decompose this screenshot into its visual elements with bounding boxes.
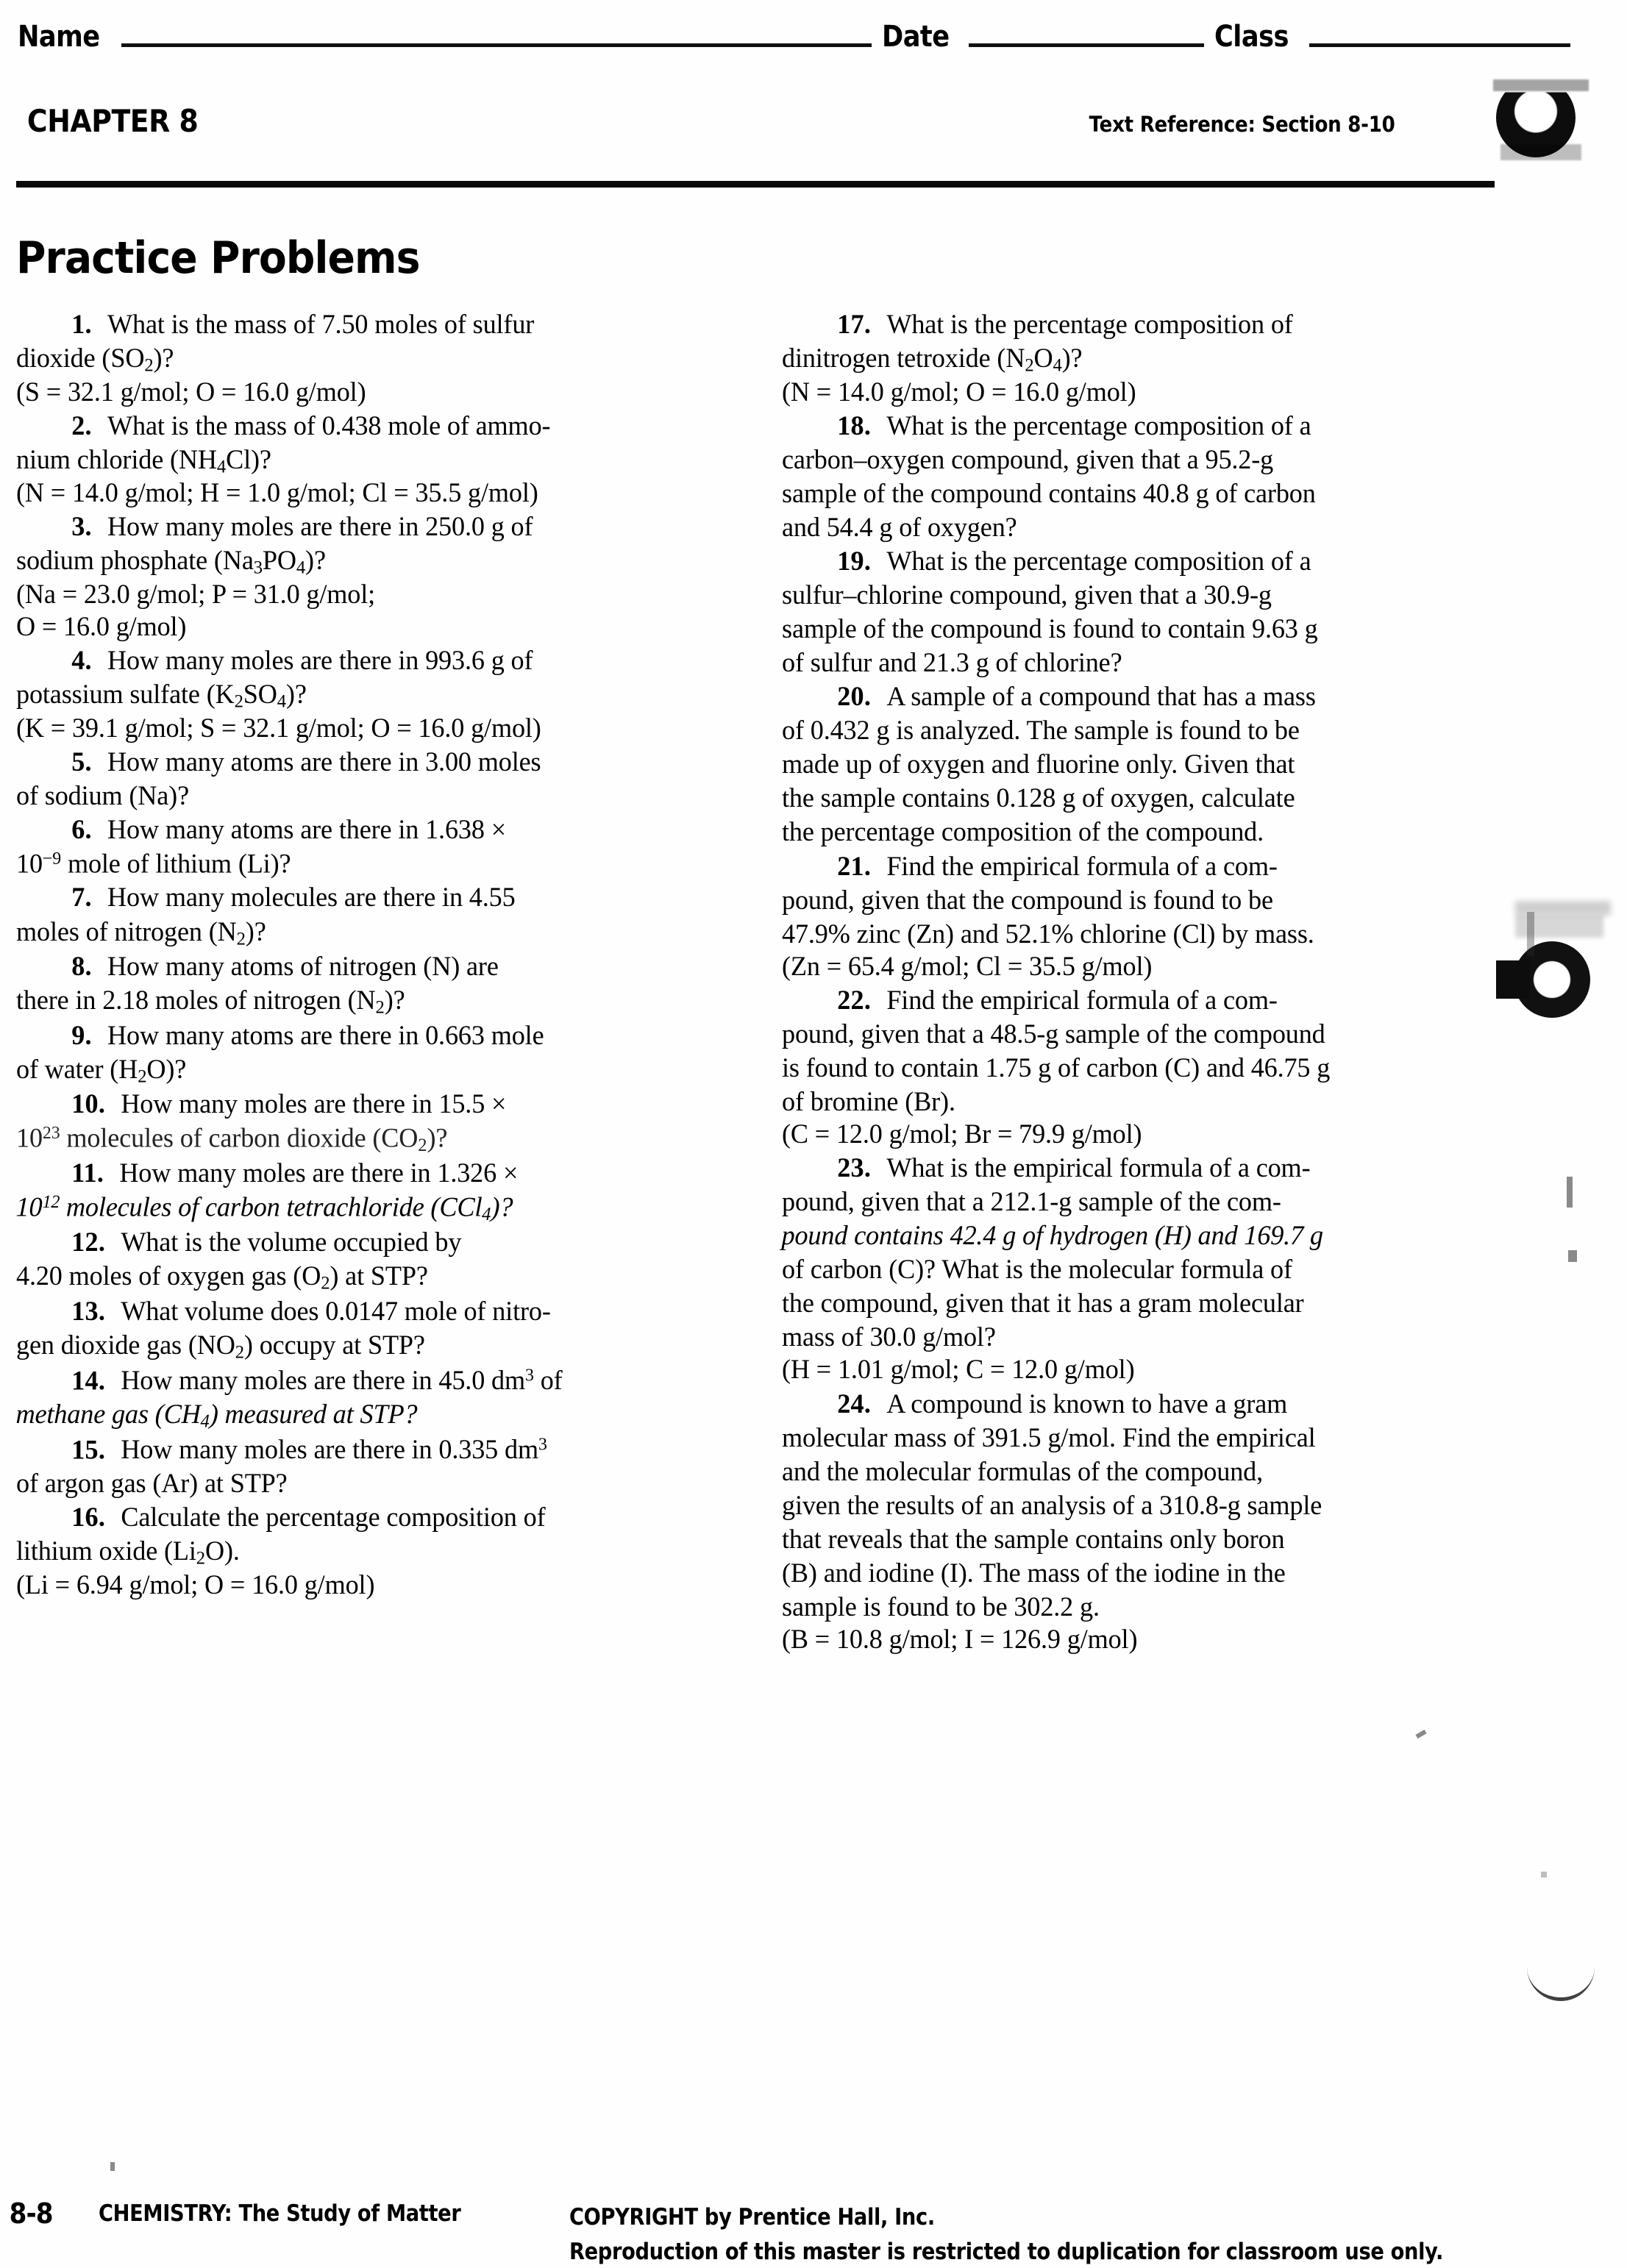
- problem-body: How many molecules are there in 4.55: [107, 882, 516, 913]
- header-divider: [16, 181, 1495, 188]
- problem-text-line: of water $(H_2O)$?: [16, 1054, 187, 1087]
- problem-item: [16, 951, 733, 1019]
- footer-copyright-line2: Reproduction of this master is restricted to duplication for classroom use only.: [569, 2238, 1444, 2265]
- problem-item: [16, 882, 733, 949]
- problem-body: How many moles are there in 15.5 ×: [121, 1089, 507, 1120]
- problem-number: 22.: [837, 985, 872, 1016]
- scan-speck: [1415, 1730, 1426, 1739]
- problem-given-data: (Zn = 65.4 g/mol; Cl = 35.5 g/mol): [782, 951, 1153, 982]
- problem-body: How many moles are there in 1.326 ×: [119, 1158, 519, 1189]
- problem-number: 19.: [837, 546, 872, 577]
- problem-text-line: given the results of an analysis of a 310.8-g sample: [782, 1490, 1322, 1521]
- problem-text-line: of carbon (C)? What is the molecular formula of: [782, 1255, 1292, 1285]
- problem-number: 15.: [71, 1434, 106, 1465]
- problem-body: What volume does 0.0147 mole of nitro-: [121, 1296, 551, 1327]
- name-label: Name: [18, 20, 100, 54]
- text-reference: Text Reference: Section 8-10: [1089, 112, 1395, 137]
- problem-number: 21.: [837, 851, 872, 882]
- problem-number: 23.: [837, 1153, 872, 1184]
- problem-text-line: potassium sulfate $(K_2SO_4)$?: [16, 680, 307, 712]
- problem-item: [782, 410, 1499, 544]
- problem-text-first-line: [782, 410, 1474, 443]
- problem-body: How many atoms are there in 0.663 mole: [107, 1020, 544, 1051]
- problem-text-line: is found to contain 1.75 g of carbon (C) and 46.75 g: [782, 1052, 1331, 1083]
- student-info-row: [18, 4, 1548, 56]
- problem-text-line: dinitrogen tetroxide $(N_2O_4)$?: [782, 343, 1083, 376]
- problem-body: What is the mass of 0.438 mole of ammo-: [107, 410, 551, 441]
- problem-item: [782, 851, 1499, 983]
- problem-item: [16, 746, 733, 813]
- problem-text-first-line: [782, 546, 1474, 578]
- problem-text-first-line: [16, 309, 708, 341]
- problem-number: 10.: [71, 1089, 106, 1120]
- problem-text-line: nium chloride $(NH_4Cl)$?: [16, 444, 271, 477]
- problem-number: 16.: [71, 1502, 106, 1533]
- problem-text-line: and the molecular formulas of the compound,: [782, 1456, 1264, 1487]
- problem-text-line: that reveals that the sample contains only boron: [782, 1524, 1285, 1555]
- problem-text-line: $10^{12}$ molecules of carbon tetrachloride (CCl$_4$)?: [15, 1192, 513, 1225]
- problem-body: How many moles are there in 45.0 $dm^3$ of: [121, 1365, 563, 1396]
- problem-text-first-line: [782, 985, 1474, 1017]
- problem-text-line: of 0.432 g is analyzed. The sample is found to be: [782, 716, 1300, 746]
- problem-number: 12.: [71, 1227, 106, 1258]
- problem-body: Find the empirical formula of a com-: [886, 851, 1278, 882]
- problem-item: [782, 309, 1499, 409]
- class-blank-line[interactable]: [1309, 43, 1570, 47]
- problem-number: 3.: [71, 512, 92, 543]
- problem-item: [782, 681, 1499, 849]
- problem-text-line: dioxide $(SO_2)$?: [16, 343, 174, 376]
- problem-number: 24.: [837, 1388, 872, 1419]
- problem-body: Find the empirical formula of a com-: [886, 985, 1278, 1016]
- problem-given-data: (Na = 23.0 g/mol; P = 31.0 g/mol;: [16, 580, 376, 610]
- problem-text-first-line: [16, 410, 708, 443]
- scan-speck: [1568, 1250, 1577, 1262]
- problem-text-first-line: [16, 1227, 708, 1259]
- problem-body: Calculate the percentage composition of: [121, 1502, 546, 1533]
- problem-number: 17.: [837, 310, 872, 340]
- problem-body: How many atoms of nitrogen (N) are: [107, 952, 499, 983]
- problem-given-data: O = 16.0 g/mol): [16, 612, 187, 643]
- problem-text-line: (B) and iodine (I). The mass of the iodine in the: [782, 1558, 1286, 1588]
- problem-text-first-line: [16, 511, 708, 543]
- problem-item: [16, 1502, 733, 1602]
- problem-body: What is the mass of 7.50 moles of sulfur: [107, 310, 535, 340]
- problem-given-data: (C = 12.0 g/mol; Br = 79.9 g/mol): [782, 1119, 1142, 1149]
- problem-item: [16, 511, 733, 643]
- problem-body: How many moles are there in 250.0 g of: [107, 512, 533, 543]
- problem-text-first-line: [16, 1434, 708, 1466]
- problem-text-first-line: [16, 1020, 708, 1052]
- problem-text-line: sample of the compound is found to contain 9.63 g: [782, 614, 1318, 645]
- problem-item: [16, 814, 733, 881]
- problem-text-first-line: [16, 882, 708, 914]
- problem-text-line: of sulfur and 21.3 g of chlorine?: [782, 648, 1122, 679]
- problem-text-first-line: [16, 1296, 708, 1328]
- problem-item: [782, 1388, 1499, 1657]
- problem-number: 11.: [71, 1158, 104, 1189]
- problem-text-line: sample is found to be 302.2 g.: [782, 1591, 1100, 1622]
- scan-speck: [1515, 901, 1611, 916]
- footer-page-number: 8-8: [9, 2197, 53, 2230]
- problem-item: [16, 1088, 733, 1156]
- binder-mark-icon: [1496, 960, 1530, 999]
- scan-speck: [110, 2162, 115, 2171]
- problem-text-first-line: [782, 309, 1474, 341]
- problem-given-data: (N = 14.0 g/mol; H = 1.0 g/mol; Cl = 35.5 g/mol): [16, 478, 538, 509]
- problem-item: [16, 1158, 733, 1225]
- problem-body: How many atoms are there in 3.00 moles: [107, 746, 541, 777]
- problem-number: 4.: [71, 646, 92, 677]
- problem-item: [16, 645, 733, 745]
- problem-text-line: 47.9% zinc (Zn) and 52.1% chlorine (Cl) by mass.: [782, 919, 1314, 949]
- chapter-heading: CHAPTER 8: [26, 103, 199, 139]
- class-label: Class: [1214, 20, 1289, 54]
- problem-item: [16, 1020, 733, 1088]
- problem-number: 2.: [71, 410, 92, 441]
- problem-text-first-line: [16, 645, 708, 677]
- problem-text-first-line: [782, 851, 1474, 883]
- problem-item: [16, 1434, 733, 1501]
- problem-text-first-line: [16, 1158, 708, 1190]
- problem-given-data: (S = 32.1 g/mol; O = 16.0 g/mol): [16, 377, 366, 407]
- problem-columns: [16, 309, 1499, 1658]
- page-footer: [0, 2197, 1627, 2268]
- problem-body: What is the percentage composition of: [886, 310, 1293, 340]
- scan-speck: [1567, 1177, 1573, 1208]
- problem-text-line: pound contains 42.4 g of hydrogen (H) and 169.7 g: [781, 1221, 1324, 1252]
- problem-text-line: pound, given that a 48.5-g sample of the compound: [782, 1019, 1325, 1049]
- problem-given-data: (N = 14.0 g/mol; O = 16.0 g/mol): [782, 377, 1136, 407]
- problem-text-line: $10^{-9}$ mole of lithium (Li)?: [16, 849, 291, 880]
- date-label: Date: [881, 20, 950, 54]
- problem-body: How many moles are there in 0.335 $dm^3$: [121, 1434, 547, 1465]
- problem-item: [16, 1296, 733, 1363]
- problem-item: [782, 546, 1499, 680]
- problem-text-line: of bromine (Br).: [782, 1086, 955, 1117]
- problem-text-line: of sodium (Na)?: [16, 780, 189, 811]
- problem-body: What is the percentage composition of a: [886, 410, 1311, 441]
- problem-text-first-line: [16, 814, 708, 846]
- problem-item: [782, 1152, 1499, 1386]
- problem-number: 7.: [71, 882, 92, 913]
- hole-punch-bottom-icon: [1527, 1956, 1595, 2001]
- problem-text-line: pound, given that the compound is found to be: [782, 885, 1273, 916]
- problem-text-first-line: [782, 1152, 1474, 1185]
- problem-text-first-line: [16, 746, 708, 779]
- problem-text-line: mass of 30.0 g/mol?: [782, 1322, 996, 1353]
- scan-speck: [1541, 1872, 1547, 1877]
- scan-speck: [1515, 916, 1603, 938]
- problem-text-first-line: [16, 1365, 708, 1397]
- problem-item: [16, 309, 733, 409]
- problem-text-line: made up of oxygen and fluorine only. Given that: [782, 749, 1295, 780]
- problem-body: What is the empirical formula of a com-: [886, 1153, 1311, 1184]
- problem-text-first-line: [16, 1502, 708, 1534]
- problem-text-line: there in 2.18 moles of nitrogen $(N_2)$?: [16, 985, 405, 1018]
- problem-number: 8.: [71, 952, 92, 983]
- problem-text-first-line: [16, 951, 708, 983]
- problem-item: [782, 985, 1499, 1151]
- problem-number: 20.: [837, 682, 872, 713]
- problem-text-line: and 54.4 g of oxygen?: [782, 512, 1017, 543]
- left-column: [16, 309, 733, 1658]
- problem-text-line: 4.20 moles of oxygen gas $(O_2)$ at STP?: [16, 1261, 428, 1294]
- problem-text-line: carbon–oxygen compound, given that a 95.2-g: [782, 444, 1274, 475]
- problem-given-data: (K = 39.1 g/mol; S = 32.1 g/mol; O = 16.0 g/mol): [16, 713, 541, 743]
- problem-text-line: moles of nitrogen $(N_2)$?: [16, 916, 266, 949]
- right-column: [782, 309, 1499, 1658]
- problem-number: 5.: [71, 746, 92, 777]
- footer-book-title: CHEMISTRY: The Study of Matter: [99, 2200, 461, 2227]
- problem-text-line: gen dioxide gas $(NO_2)$ occupy at STP?: [16, 1330, 425, 1363]
- problem-number: 14.: [71, 1365, 106, 1396]
- problem-given-data: (H = 1.01 g/mol; C = 12.0 g/mol): [782, 1355, 1135, 1386]
- problem-text-line: of argon gas (Ar) at STP?: [16, 1469, 288, 1499]
- problem-body: What is the volume occupied by: [121, 1227, 462, 1258]
- problem-body: How many atoms are there in 1.638 ×: [107, 814, 506, 845]
- problem-number: 18.: [837, 410, 872, 441]
- problem-text-line: lithium oxide $(Li_2O)$.: [16, 1536, 240, 1569]
- problem-body: How many moles are there in 993.6 g of: [107, 646, 533, 677]
- problem-text-line: the percentage composition of the compound.: [782, 817, 1264, 848]
- problem-item: [16, 1227, 733, 1294]
- problem-text-line: the compound, given that it has a gram molecular: [782, 1288, 1304, 1319]
- problem-item: [16, 410, 733, 510]
- scan-smudge: [1493, 79, 1589, 91]
- problem-body: A compound is known to have a gram: [886, 1388, 1288, 1419]
- problem-text-line: the sample contains 0.128 g of oxygen, calculate: [782, 783, 1295, 814]
- problem-text-line: methane gas $(CH_4)$ measured at STP?: [15, 1399, 418, 1432]
- problem-item: [16, 1365, 733, 1433]
- problem-number: 9.: [71, 1020, 92, 1051]
- chapter-row: [18, 103, 1489, 139]
- problem-text-line: pound, given that a 212.1-g sample of the com-: [782, 1187, 1281, 1218]
- footer-copyright-line1: COPYRIGHT by Prentice Hall, Inc.: [569, 2204, 935, 2230]
- problem-text-first-line: [782, 1388, 1474, 1421]
- problem-number: 13.: [71, 1296, 106, 1327]
- problem-text-line: molecular mass of 391.5 g/mol. Find the empirical: [782, 1422, 1316, 1453]
- problem-given-data: (B = 10.8 g/mol; I = 126.9 g/mol): [782, 1624, 1138, 1655]
- page-title: Practice Problems: [16, 232, 420, 285]
- problem-text-line: sample of the compound contains 40.8 g of carbon: [782, 478, 1316, 509]
- date-blank-line[interactable]: [969, 43, 1204, 47]
- problem-text-first-line: [16, 1088, 708, 1121]
- problem-body: A sample of a compound that has a mass: [886, 682, 1316, 713]
- problem-number: 1.: [71, 310, 92, 340]
- problem-number: 6.: [71, 814, 92, 845]
- scan-smudge: [1500, 144, 1581, 160]
- problem-body: What is the percentage composition of a: [886, 546, 1311, 577]
- problem-text-first-line: [782, 681, 1474, 713]
- problem-text-line: $10^{23}$ molecules of carbon dioxide $(CO_2)$?: [16, 1123, 448, 1156]
- problem-text-line: sodium phosphate $(Na_3PO_4)$?: [16, 546, 326, 579]
- problem-text-line: sulfur–chlorine compound, given that a 30.9-g: [782, 580, 1272, 610]
- problem-given-data: (Li = 6.94 g/mol; O = 16.0 g/mol): [16, 1569, 375, 1600]
- name-blank-line[interactable]: [121, 43, 872, 47]
